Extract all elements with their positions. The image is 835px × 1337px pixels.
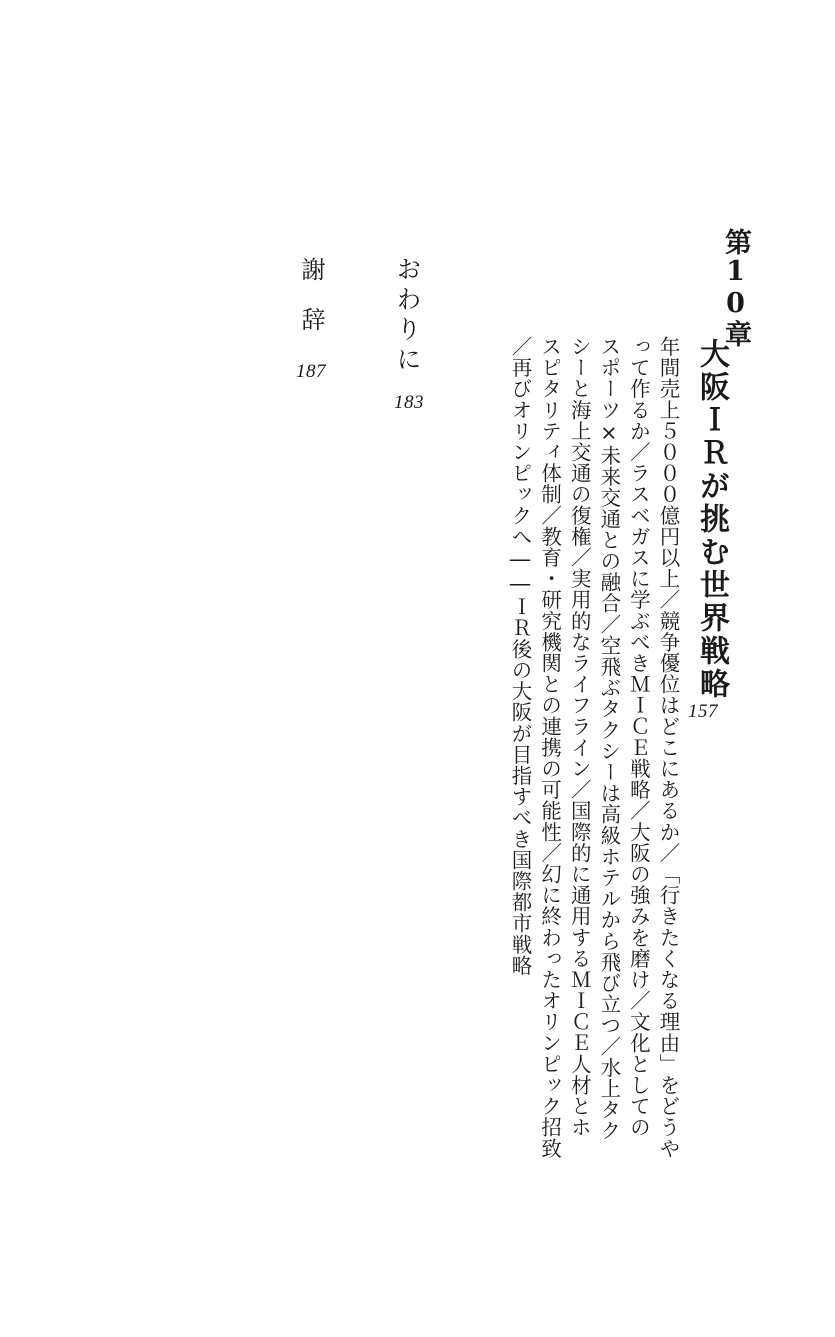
summary-line: スピタリティ体制／教育・研究機関との連携の可能性／幻に終わったオリンピック招致	[537, 336, 562, 1159]
chapter-summary	[502, 336, 682, 1236]
summary-line: ／再びオリンピックへ――ＩＲ後の大阪が目指すべき国際都市戦略	[508, 336, 533, 976]
acknowledgments-title: 謝辞	[297, 257, 325, 357]
summary-line: って作るか／ラスベガスに学ぶべきＭＩＣＥ戦略／大阪の強みを磨け／文化としての	[626, 336, 651, 1138]
summary-line: 年間売上５０００億円以上／競争優位はどこにあるか／「行きたくなる理由」をどうや	[656, 336, 680, 1159]
chapter-title: 大阪ＩＲが挑む世界戦略	[694, 338, 729, 701]
afterword-title: おわりに	[393, 256, 422, 376]
acknowledgments-page-number: 187	[296, 361, 326, 382]
chapter-number: 第10章	[720, 228, 751, 348]
summary-line: シーと海上交通の復権／実用的なライフライン／国際的に通用するＭＩＣＥ人材とホ	[567, 336, 592, 1138]
afterword-page-number: 183	[394, 392, 424, 413]
summary-line: スポーツ×未来交通との融合／空飛ぶタクシーは高級ホテルから飛び立つ／水上タク	[596, 336, 621, 1142]
chapter-page-number: 157	[688, 701, 718, 722]
